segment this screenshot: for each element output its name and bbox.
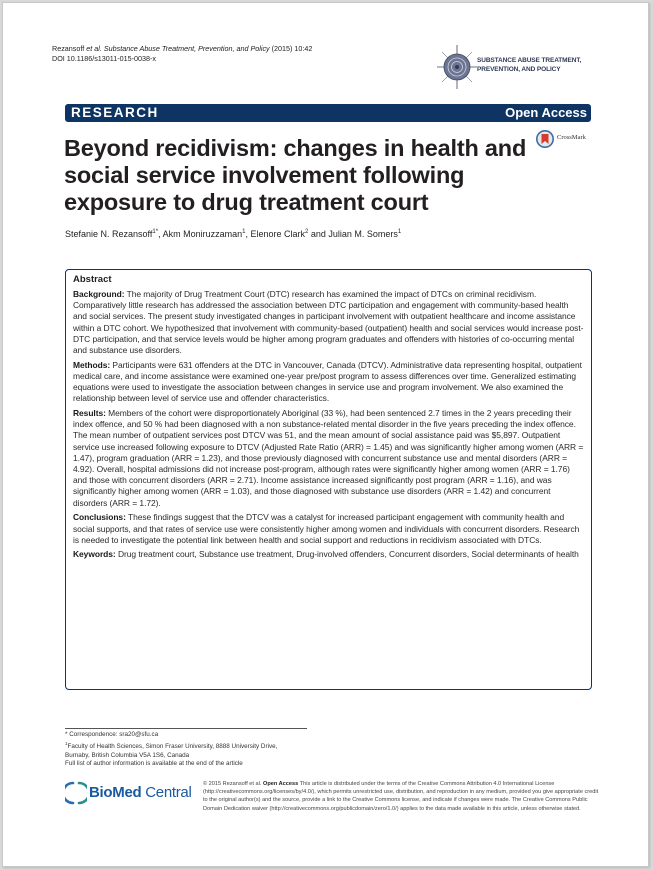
biomed-central-logo[interactable] — [65, 781, 195, 807]
abstract-box — [65, 269, 592, 690]
article-type-label: RESEARCH — [71, 105, 159, 120]
footnotes — [65, 731, 277, 769]
crossmark-icon — [536, 130, 554, 148]
open-access-label: Open Access — [505, 105, 587, 120]
abstract-conclusions: Conclusions: These findings suggest that the DTCV was a catalyst for increased participant engagement with community health and social supports, and that rates of service use were consistently higher among women and individuals with concurrent disorders. Research is needed to investigate the potential link between health and social support and reductions in recidivism associated with DTCs. — [73, 512, 580, 545]
bmc-bracket-icon — [65, 781, 87, 805]
doi: DOI 10.1186/s13011-015-0038-x — [52, 54, 157, 63]
footnote-divider — [65, 728, 307, 729]
abstract-methods: Methods: Participants were 631 offenders at the DTC in Vancouver, Canada (DTCV). Administrative data representing hospital, outpatient medical care, and income assistance were examined one-year pre/post program to assess differences over time. Generalized estimating equations were used to investigate the association between changes in service use and program involvement. We also examined the relationship between level of service use and offender characteristics. — [73, 359, 582, 404]
author-link[interactable]: Julian M. Somers — [328, 229, 398, 239]
author-list: Stefanie N. Rezansoff$^{1*}$, Akm Moniruzzaman$^1$, Elenore Clark$^2$ and Julian M. Somers$^1$ — [65, 229, 402, 239]
article-title: Beyond recidivism: changes in health and social service involvement following exposure to drug treatment court — [64, 135, 527, 215]
citation-header — [52, 44, 312, 64]
abstract-keywords: Keywords: Drug treatment court, Substance use treatment, Drug-involved offenders, Concurrent disorders, Social determinants of health — [73, 549, 579, 560]
author-info-note: Full list of author information is available at the end of the article — [65, 760, 243, 768]
author-link[interactable]: Stefanie N. Rezansoff — [65, 229, 153, 239]
journal-logo — [437, 44, 627, 94]
abstract-heading: Abstract — [73, 274, 112, 285]
article-type-band — [65, 104, 591, 122]
abstract-background: Background: The majority of Drug Treatment Court (DTC) research has examined the impact of DTCs on criminal recidivism. Comparatively little research has addressed the association between DTC participation and engagement with community-based health and social services. The present study investigated changes in participant involvement with outpatient healthcare and income assistance within a DTC cohort. We hypothesized that involvement with community-based (outpatient) health and social services would increase post-DTC participation, and that service levels would be higher among program graduates and offenders with histories of co-occurring mental and substance use disorders. — [73, 289, 584, 356]
affiliation: $^1$Faculty of Health Sciences, Simon Fraser University, 8888 University Drive, — [65, 740, 278, 750]
author-affiliation-marker[interactable]: 1* — [152, 229, 159, 235]
author-affiliation-marker[interactable]: 2 — [305, 229, 309, 235]
author-link[interactable]: Akm Moniruzzaman — [162, 229, 243, 239]
license-notice: © 2015 Rezansoff et al. Open Access This article is distributed under the terms of the Creative Commons Attribution 4.0 International License (http://creativecommons.org/licenses/by/4.0/), which permits unrestricted use, distribution, and reproduction in any medium, provided you give appropriate credit to the original author(s) and the source, provide a link to the Creative Commons license, and indicate if changes were made. The Creative Commons Public Domain Dedication waiver (http://creativecommons.org/publicdomain/zero/1.0/) applies to the data made available in this article, unless otherwise stated. — [203, 781, 599, 812]
crossmark-label: CrossMark — [557, 134, 586, 141]
correspondence-email[interactable]: * Correspondence: sra20@sfu.ca — [65, 731, 159, 738]
target-emblem-icon — [437, 44, 477, 90]
journal-name: SUBSTANCE ABUSE TREATMENT, PREVENTION, AND POLICY — [477, 57, 582, 73]
author-affiliation-marker[interactable]: 1 — [242, 229, 246, 235]
abstract-results: Results: Members of the cohort were disproportionately Aboriginal (33 %), had been sentenced 2.7 times in the 2 years preceding their index offence, and 50 % had been diagnosed with a non substance-related mental disorder in the five years preceding the index offence. The mean number of outpatient services post DTCV was 51, and the mean amount of social assistance paid was $5,897. Outpatient service use increased following exposure to DTCV (Adjusted Rate Ratio (ARR) = 1.45) and was significantly higher among women (ARR = 1.47), program graduation (ARR = 1.23), and those previously diagnosed with concurrent substance use and mental disorders (ARR = 4.92). Overall, hospital admissions did not increase post-program, although rates were significantly higher among women (ARR = 1.76) and those with concurrent disorders (ARR = 2.71). Income assistance increased significantly post program (ARR = 1.16), and was significantly higher among women (ARR = 1.03), and those diagnosed with substance use disorders (ARR = 1.42) and concurrent disorders (ARR = 1.72). — [73, 408, 584, 508]
publisher-name: BioMed Central — [89, 784, 192, 801]
citation-line: Rezansoff et al. Substance Abuse Treatment, Prevention, and Policy (2015) 10:42 — [52, 44, 313, 53]
author-link[interactable]: Elenore Clark — [250, 229, 305, 239]
affiliation-continued: Burnaby, British Columbia V5A 1S6, Canada — [65, 751, 190, 759]
pdf-page — [2, 2, 649, 867]
author-affiliation-marker[interactable]: 1 — [397, 229, 402, 235]
crossmark-button[interactable] — [536, 130, 606, 150]
